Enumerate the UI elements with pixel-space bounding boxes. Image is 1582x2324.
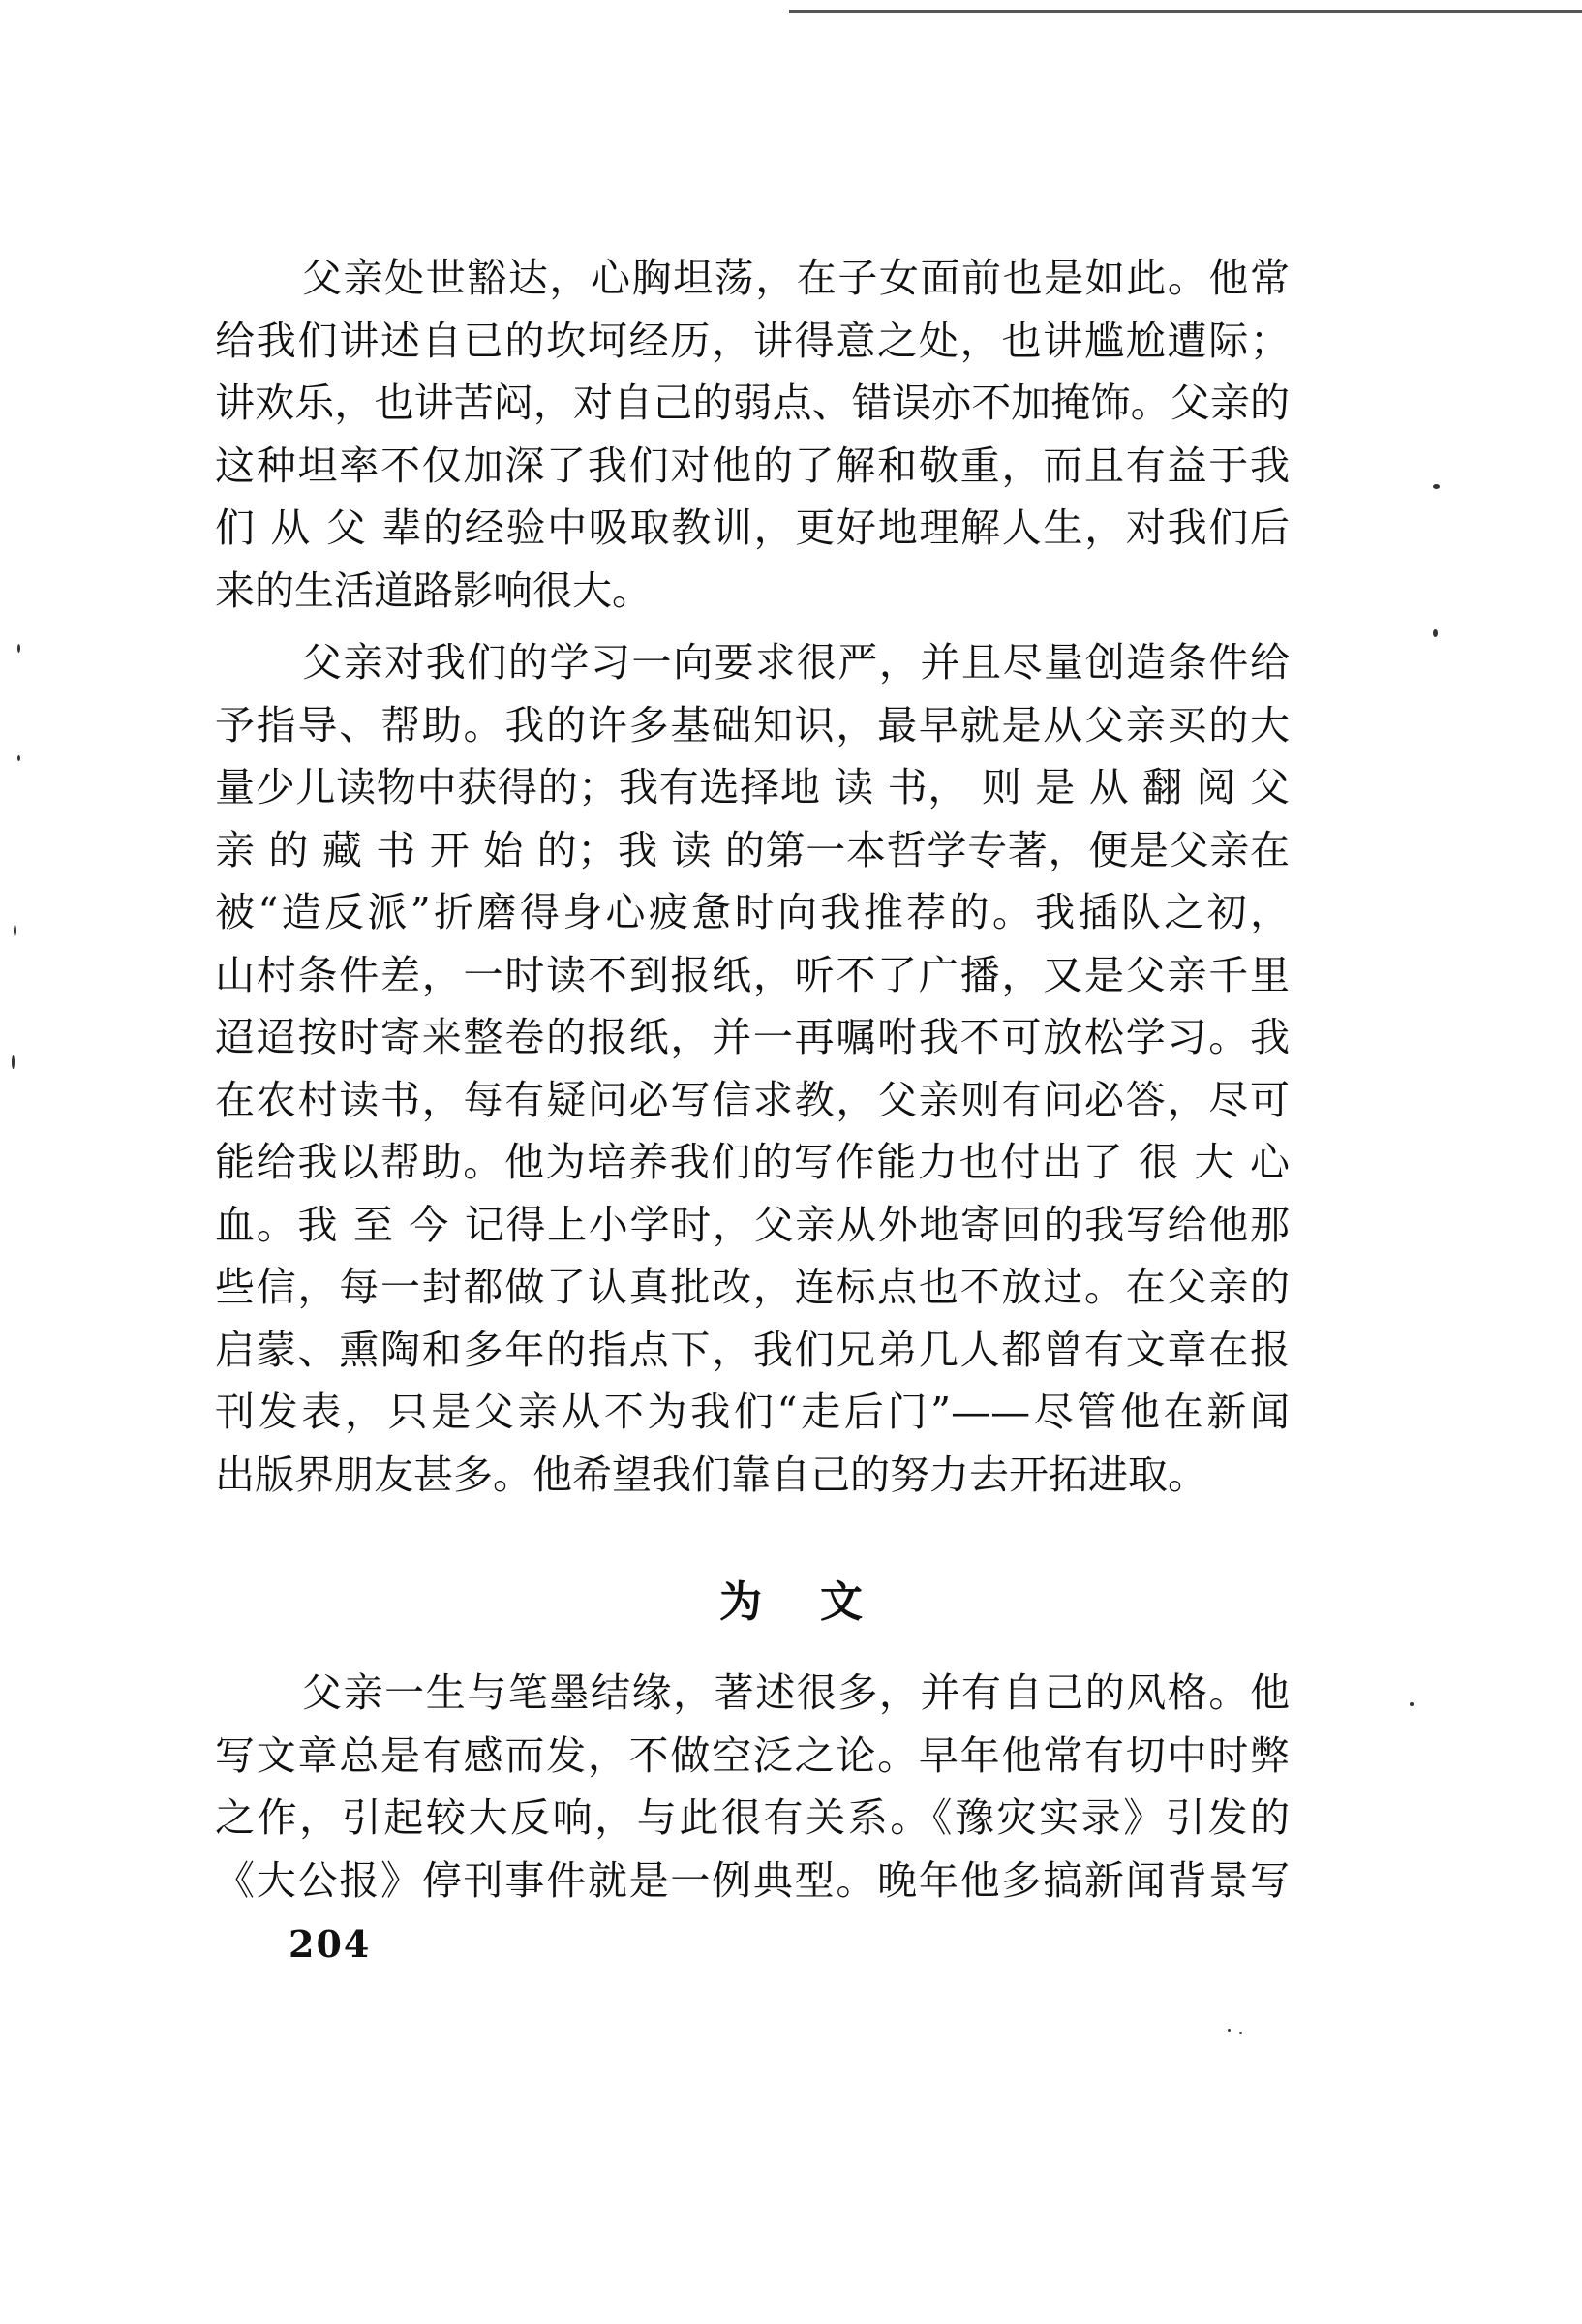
text-line: 亲 的 藏 书 开 始 的；我 读 的第一本哲学专著，便是父亲在 — [215, 826, 1290, 873]
text-line: 父亲对我们的学习一向要求很严，并且尽量创造条件给 — [302, 639, 1290, 686]
scan-speck — [1410, 1702, 1414, 1706]
paragraph-3 — [215, 1662, 1290, 1911]
text-line: 山村条件差，一时读不到报纸，听不了广播，又是父亲千里 — [215, 951, 1290, 998]
scan-speck — [1433, 484, 1440, 489]
scan-speck — [1228, 2029, 1231, 2032]
top-border-rule — [789, 10, 1582, 13]
text-line: 些信，每一封都做了认真批改，连标点也不放过。在父亲的 — [215, 1264, 1290, 1310]
text-line: 予指导、帮助。我的许多基础知识，最早就是从父亲买的大 — [215, 701, 1290, 749]
scan-speck — [17, 644, 20, 653]
text-line: 迢迢按时寄来整卷的报纸，并一再嘱咐我不可放松学习。我 — [215, 1014, 1290, 1060]
text-line: 量少儿读物中获得的；我有选择地 读 书， 则 是 从 翻 阅 父 — [215, 764, 1290, 810]
text-line: 刊发表，只是父亲从不为我们“走后门”——尽管他在新闻 — [215, 1389, 1290, 1435]
text-line: 写文章总是有感而发，不做空泛之论。早年他常有切中时弊 — [215, 1731, 1290, 1779]
text-line: 出版界朋友甚多。他希望我们靠自己的努力去开拓进取。 — [215, 1451, 1207, 1498]
page-number: 204 — [289, 1922, 372, 1966]
text-line: 来的生活道路影响很大。 — [215, 566, 652, 614]
text-line: 讲欢乐，也讲苦闷，对自己的弱点、错误亦不加掩饰。父亲的 — [215, 380, 1290, 426]
text-line: 们 从 父 辈的经验中吸取教训，更好地理解人生，对我们后 — [215, 505, 1290, 551]
text-line: 血。我 至 今 记得上小学时，父亲从外地寄回的我写给他那 — [215, 1201, 1290, 1248]
text-line: 之作，引起较大反响，与此很有关系。《豫灾实录》引发的 — [215, 1794, 1290, 1841]
text-line: 给我们讲述自已的坎坷经历，讲得意之处，也讲尴尬遭际； — [215, 317, 1290, 364]
scan-speck — [17, 755, 20, 761]
scan-speck — [1433, 629, 1438, 637]
scan-speck — [14, 925, 16, 936]
text-line: 启蒙、熏陶和多年的指点下，我们兄弟几人都曾有文章在报 — [215, 1326, 1290, 1373]
paragraph-2 — [215, 631, 1290, 1506]
text-line: 父亲处世豁达，心胸坦荡，在子女面前也是如此。他常 — [302, 255, 1290, 301]
text-line: 《大公报》停刊事件就是一例典型。晚年他多搞新闻背景写 — [215, 1856, 1290, 1904]
paragraph-1 — [215, 247, 1290, 622]
text-line: 父亲一生与笔墨结缘，著述很多，并有自己的风格。他 — [302, 1669, 1290, 1716]
text-line: 这种坦率不仅加深了我们对他的了解和敬重，而且有益于我 — [215, 442, 1290, 489]
scan-speck — [1239, 2032, 1242, 2034]
section-heading: 为文 — [719, 1577, 921, 1627]
text-line: 被“造反派”折磨得身心疲惫时向我推荐的。我插队之初， — [215, 889, 1290, 935]
text-line: 在农村读书，每有疑问必写信求教，父亲则有问必答，尽可 — [215, 1076, 1290, 1123]
text-line: 能给我以帮助。他为培养我们的写作能力也付出了 很 大 心 — [215, 1139, 1290, 1185]
scan-speck — [12, 1055, 15, 1069]
